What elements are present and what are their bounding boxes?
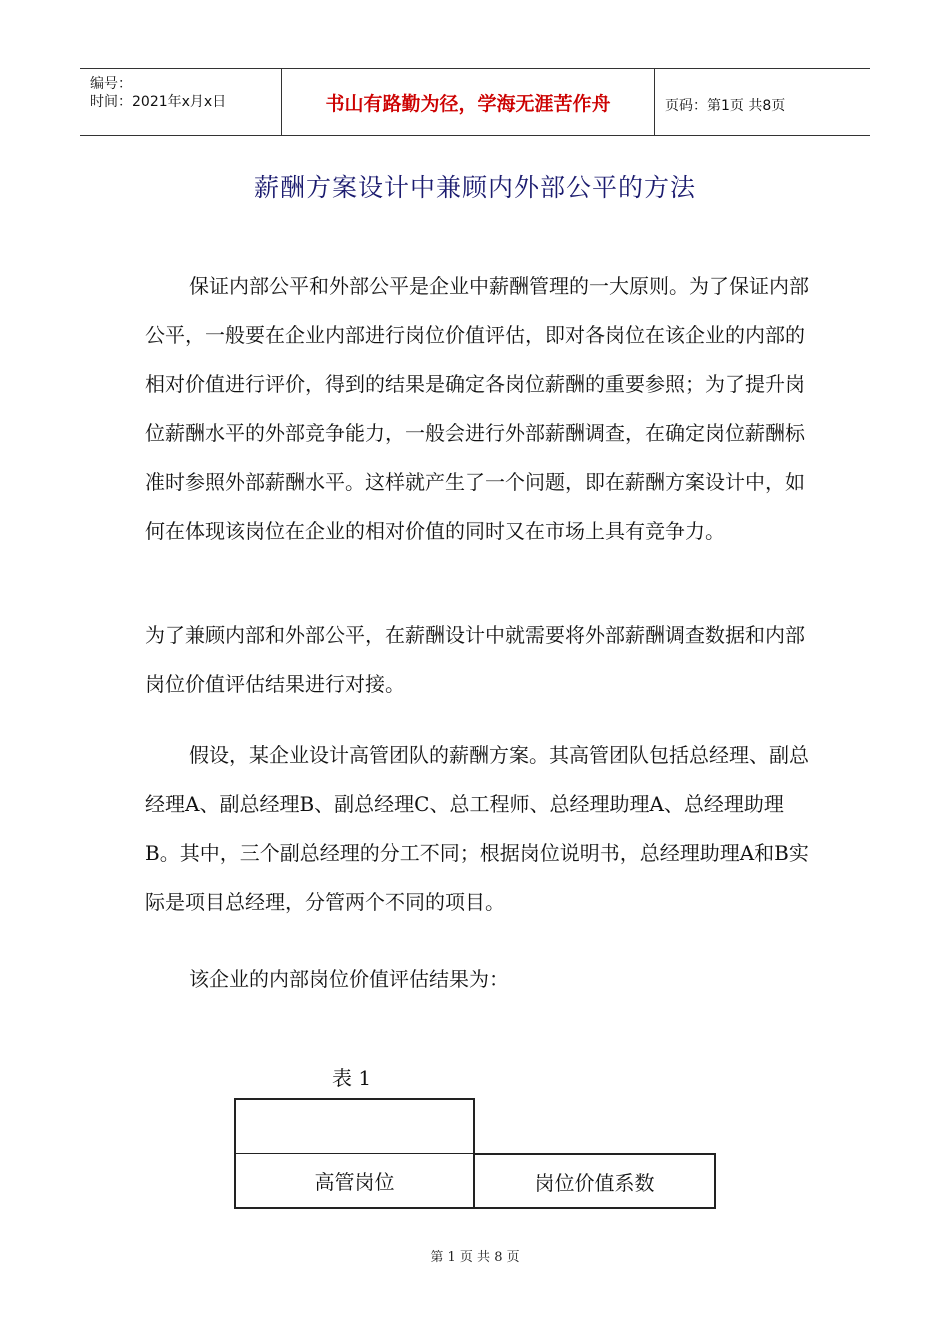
header-page-cell [655,69,870,135]
document-title: 薪酬方案设计中兼顾内外部公平的方法 [253,173,696,202]
code-label: 编号： [90,76,132,92]
page-header [80,68,870,136]
table-caption: 表 1 [332,1066,372,1090]
table-header-value-coefficient: 岗位价值系数 [474,1153,716,1209]
data-table [234,1098,716,1210]
table-cell-divider [474,1098,475,1154]
table-cell-empty [234,1098,475,1154]
time-label: 时间：2021年x月x日 [90,94,227,110]
paragraph-3: 假设，某企业设计高管团队的薪酬方案。其高管团队包括总经理、副总经理A、副总经理B、副总经理C、总工程师、总经理助理A、总经理助理B。其中，三个副总经理的分工不同；根据岗位说明书，总经理助理A和B实际是项目总经理，分管两个不同的项目。 [145,743,809,914]
page-info: 页码：第1页 共8页 [665,98,786,114]
table-header-position: 高管岗位 [234,1153,475,1209]
paragraph-2: 为了兼顾内部和外部公平，在薪酬设计中就需要将外部薪酬调查数据和内部岗位价值评估结果进行对接。 [145,623,805,696]
header-motto: 书山有路勤为径，学海无涯苦作舟 [282,69,655,135]
paragraph-4: 该企业的内部岗位价值评估结果为： [189,967,509,991]
page-footer: 第 1 页 共 8 页 [430,1250,520,1265]
paragraph-1: 保证内部公平和外部公平是企业中薪酬管理的一大原则。为了保证内部公平，一般要在企业内部进行岗位价值评估，即对各岗位在该企业的内部的相对价值进行评价，得到的结果是确定各岗位薪酬的重要参照；为了提升岗位薪酬水平的外部竞争能力，一般会进行外部薪酬调查，在确定岗位薪酬标准时参照外部薪酬水平。这样就产生了一个问题，即在薪酬方案设计中，如何在体现该岗位在企业的相对价值的同时又在市场上具有竞争力。 [145,274,809,543]
header-meta-cell [80,69,282,135]
